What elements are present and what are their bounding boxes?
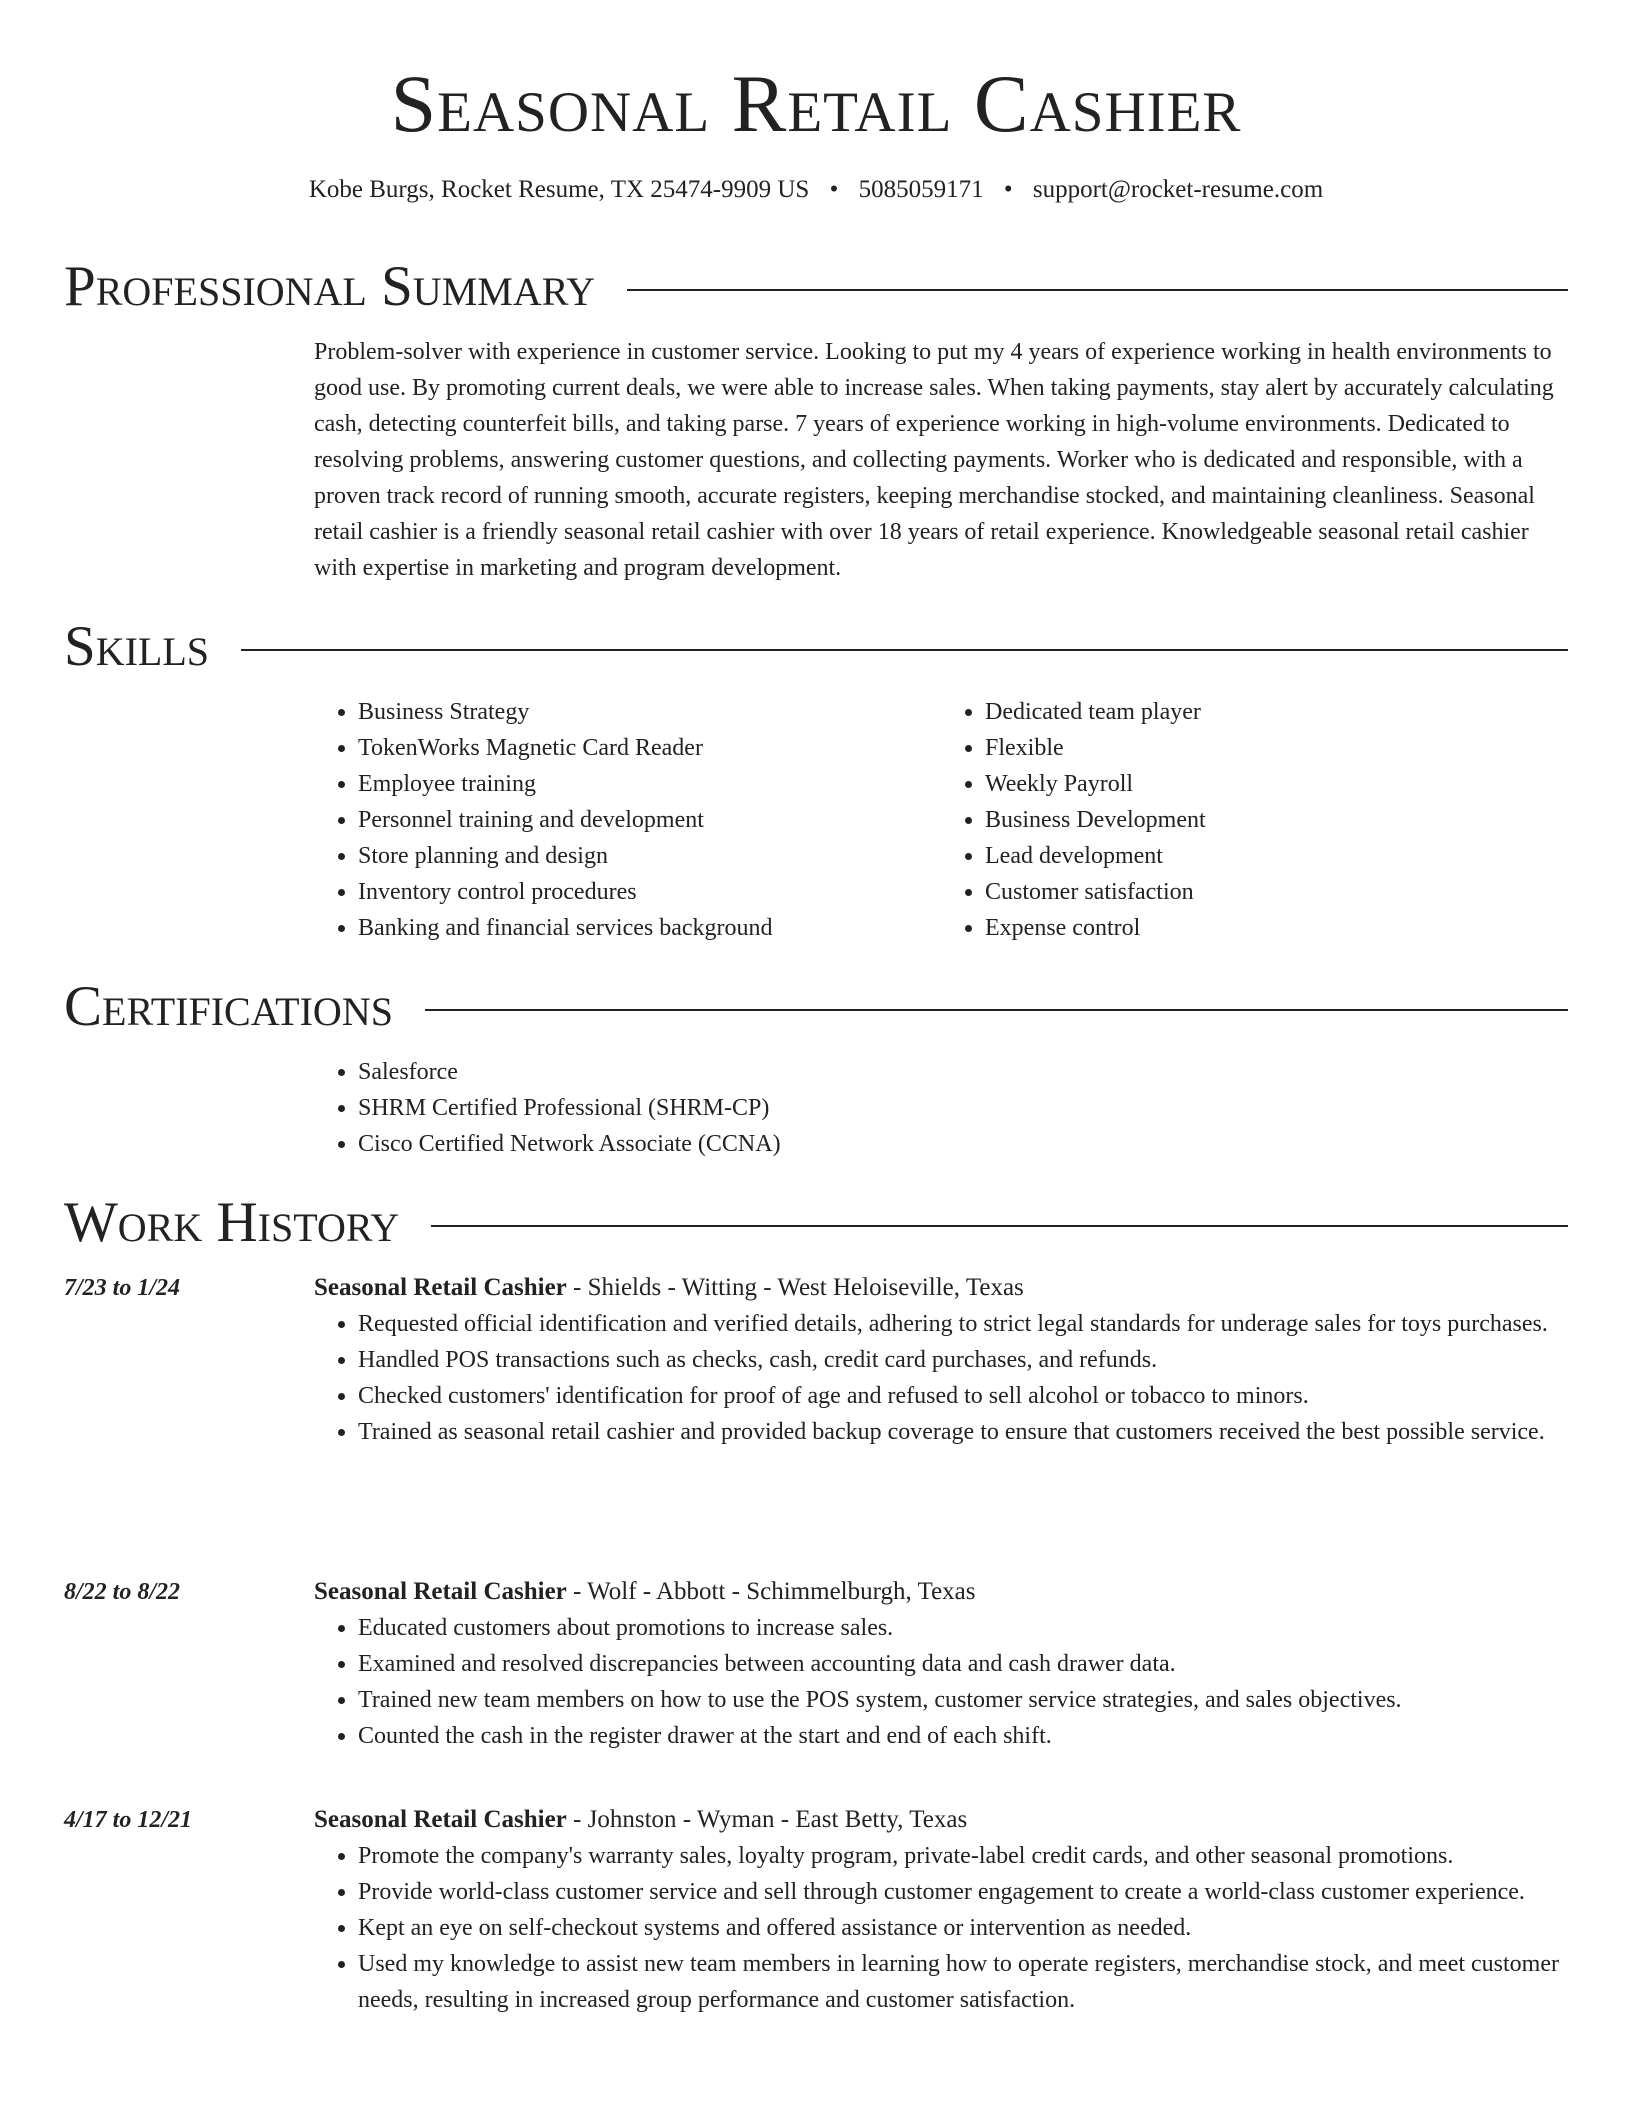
job-dates: 7/23 to 1/24: [64, 1275, 181, 1301]
section-divider: [431, 1225, 1568, 1227]
job-bullet: • Requested official identification and verified details, adhering to strict legal standards for underage sales for toys purchases.: [358, 1306, 1568, 1342]
section-divider: [425, 1009, 1568, 1011]
job-bullet: • Trained new team members on how to use the POS system, customer service strategies, and sales objectives.: [358, 1682, 1568, 1718]
job-entry: [314, 1270, 1568, 1450]
job-bullets: [314, 1610, 1568, 1754]
job-dates: 4/17 to 12/21: [64, 1807, 193, 1833]
skills-list-right: [941, 694, 1568, 946]
section-divider: [627, 289, 1568, 291]
summary-text: Problem-solver with experience in customer service. Looking to put my 4 years of experience working in health environments to good use. By promoting current deals, we were able to increase sales. When taking payments, stay alert by accurately calculating cash, detecting counterfeit bills, and taking parse. 7 years of experience working in high-volume environments. Dedicated to resolving problems, answering customer questions, and collecting payments. Worker who is dedicated and responsible, with a proven track record of running smooth, accurate registers, keeping merchandise stocked, and maintaining cleanliness. Seasonal retail cashier is a friendly seasonal retail cashier with over 18 years of retail experience. Knowledgeable seasonal retail cashier with expertise in marketing and program development.: [314, 339, 1554, 581]
resume-title: Seasonal Retail Cashier: [390, 58, 1242, 149]
skill-item: • TokenWorks Magnetic Card Reader: [358, 730, 941, 766]
skill-item: • Business Strategy: [358, 694, 941, 730]
skills-section: [314, 694, 1568, 946]
job-bullet: • Kept an eye on self-checkout systems and offered assistance or intervention as needed.: [358, 1910, 1568, 1946]
job-header: [314, 1574, 1568, 1610]
section-heading-skills: [64, 612, 1568, 682]
job-title: Seasonal Retail Cashier: [314, 1578, 567, 1605]
skill-item: • Personnel training and development: [358, 802, 941, 838]
section-title-summary: Professional Summary: [64, 255, 596, 318]
job-header: [314, 1802, 1568, 1838]
certifications-list: [314, 1054, 1568, 1162]
summary-section: [314, 334, 1568, 586]
certification-item: • Cisco Certified Network Associate (CCNA): [358, 1126, 1568, 1162]
skill-item: • Store planning and design: [358, 838, 941, 874]
certification-item: • Salesforce: [358, 1054, 1568, 1090]
skill-item: • Weekly Payroll: [985, 766, 1568, 802]
job-bullet: • Educated customers about promotions to increase sales.: [358, 1610, 1568, 1646]
skill-item: • Flexible: [985, 730, 1568, 766]
job-employer: - Shields - Witting - West Heloiseville, Texas: [566, 1274, 1024, 1301]
job-bullet: • Provide world-class customer service and sell through customer engagement to create a world-class customer experience.: [358, 1874, 1568, 1910]
skill-item: • Employee training: [358, 766, 941, 802]
job-entry: [314, 1802, 1568, 2018]
certifications-section: [314, 1054, 1568, 1162]
contact-separator: •: [1003, 176, 1013, 203]
contact-email: support@rocket-resume.com: [1032, 176, 1324, 203]
contact-address: Kobe Burgs, Rocket Resume, TX 25474-9909 US: [308, 176, 810, 203]
skill-item: • Lead development: [985, 838, 1568, 874]
job-bullet: • Examined and resolved discrepancies between accounting data and cash drawer data.: [358, 1646, 1568, 1682]
job-employer: - Wolf - Abbott - Schimmelburgh, Texas: [566, 1578, 976, 1605]
section-heading-certifications: [64, 972, 1568, 1042]
skill-item: • Customer satisfaction: [985, 874, 1568, 910]
job-dates: 8/22 to 8/22: [64, 1579, 181, 1605]
job-bullets: [314, 1306, 1568, 1450]
section-heading-work-history: [64, 1188, 1568, 1258]
skill-item: • Banking and financial services background: [358, 910, 941, 946]
section-title-skills: Skills: [64, 615, 210, 678]
skills-list-left: [314, 694, 941, 946]
section-heading-summary: [64, 252, 1568, 322]
certification-item: • SHRM Certified Professional (SHRM-CP): [358, 1090, 1568, 1126]
job-bullet: • Promote the company's warranty sales, loyalty program, private-label credit cards, and other seasonal promotions.: [358, 1838, 1568, 1874]
skills-columns: [314, 694, 1568, 946]
job-bullets: [314, 1838, 1568, 2018]
section-title-certifications: Certifications: [64, 975, 393, 1038]
job-header: [314, 1270, 1568, 1306]
job-title: Seasonal Retail Cashier: [314, 1274, 567, 1301]
contact-phone: 5085059171: [858, 176, 984, 203]
skill-item: • Inventory control procedures: [358, 874, 941, 910]
section-divider: [241, 649, 1568, 651]
job-title: Seasonal Retail Cashier: [314, 1806, 567, 1833]
job-entry: [314, 1574, 1568, 1754]
skill-item: • Business Development: [985, 802, 1568, 838]
job-bullet: • Trained as seasonal retail cashier and provided backup coverage to ensure that customers received the best possible service.: [358, 1414, 1568, 1450]
skill-item: • Dedicated team player: [985, 694, 1568, 730]
job-bullet: • Checked customers' identification for proof of age and refused to sell alcohol or tobacco to minors.: [358, 1378, 1568, 1414]
job-bullet: • Handled POS transactions such as checks, cash, credit card purchases, and refunds.: [358, 1342, 1568, 1378]
skill-item: • Expense control: [985, 910, 1568, 946]
contact-separator: •: [829, 176, 839, 203]
job-bullet: • Counted the cash in the register drawer at the start and end of each shift.: [358, 1718, 1568, 1754]
job-employer: - Johnston - Wyman - East Betty, Texas: [566, 1806, 968, 1833]
contact-line: [0, 172, 1632, 208]
section-title-work-history: Work History: [64, 1191, 400, 1254]
job-bullet: • Used my knowledge to assist new team members in learning how to operate registers, merchandise stock, and meet customer needs, resulting in increased group performance and customer satisfaction.: [358, 1946, 1568, 2018]
